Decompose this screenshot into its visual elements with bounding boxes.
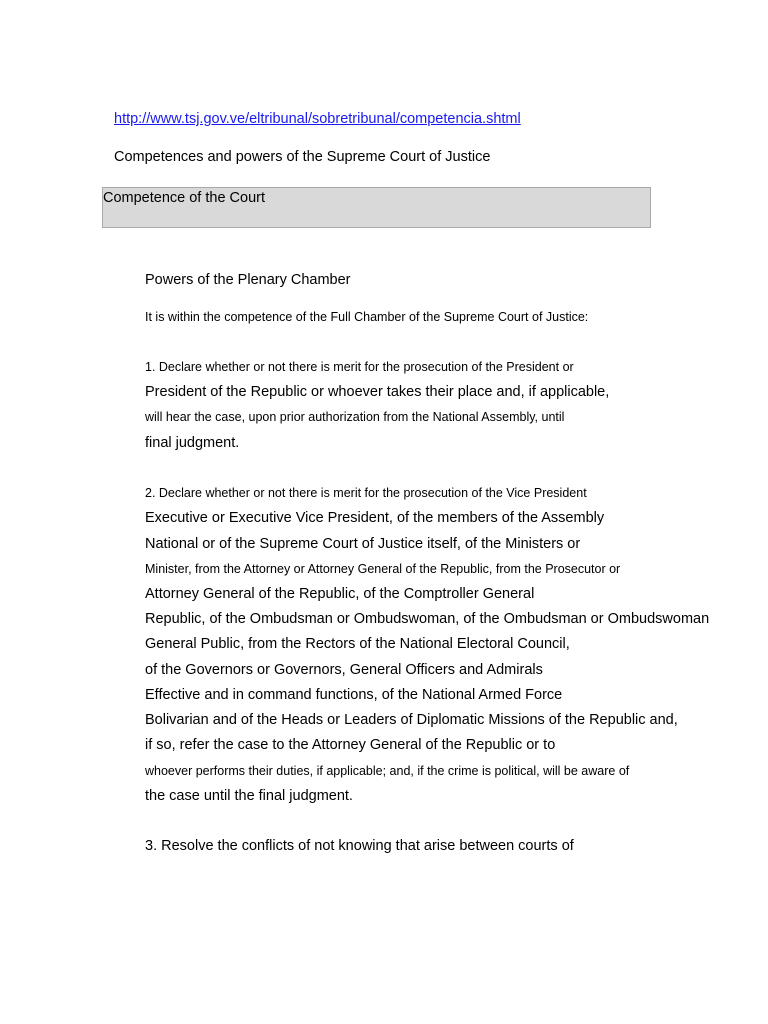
item2-line: Bolivarian and of the Heads or Leaders of Diplomatic Missions of the Republic and, <box>145 712 678 728</box>
item2-line: General Public, from the Rectors of the National Electoral Council, <box>145 636 570 652</box>
item2-line: of the Governors or Governors, General Officers and Admirals <box>145 662 543 678</box>
item2-line: Republic, of the Ombudsman or Ombudswoman, of the Ombudsman or Ombudswoman <box>145 611 710 627</box>
item2-line: whoever performs their duties, if applicable; and, if the crime is political, will be aware of <box>145 764 630 778</box>
item2-line: National or of the Supreme Court of Justice itself, of the Ministers or <box>145 536 581 552</box>
item2-line: Effective and in command functions, of the National Armed Force <box>145 687 563 703</box>
section-title: Competence of the Court <box>103 190 266 206</box>
item2-line: Executive or Executive Vice President, of the members of the Assembly <box>145 510 605 526</box>
item1-line: President of the Republic or whoever takes their place and, if applicable, <box>145 384 610 400</box>
item1-line: will hear the case, upon prior authorization from the National Assembly, until <box>145 410 565 424</box>
item1-line: final judgment. <box>145 435 240 451</box>
document-subtitle: Competences and powers of the Supreme Court of Justice <box>114 149 491 165</box>
item3-line: 3. Resolve the conflicts of not knowing that arise between courts of <box>145 838 574 854</box>
item2-line: Minister, from the Attorney or Attorney General of the Republic, from the Prosecutor or <box>145 562 621 576</box>
item2-line: Attorney General of the Republic, of the Comptroller General <box>145 586 535 602</box>
item2-line: if so, refer the case to the Attorney General of the Republic or to <box>145 737 556 753</box>
intro-paragraph: It is within the competence of the Full Chamber of the Supreme Court of Justice: <box>145 310 589 324</box>
item1-line: 1. Declare whether or not there is merit for the prosecution of the President or <box>145 360 574 374</box>
section-title-box <box>102 187 651 228</box>
section-heading: Powers of the Plenary Chamber <box>145 272 351 288</box>
source-url-link[interactable]: http://www.tsj.gov.ve/eltribunal/sobretribunal/competencia.shtml <box>114 111 521 127</box>
item2-line: 2. Declare whether or not there is merit for the prosecution of the Vice President <box>145 486 587 500</box>
item2-line: the case until the final judgment. <box>145 788 353 804</box>
